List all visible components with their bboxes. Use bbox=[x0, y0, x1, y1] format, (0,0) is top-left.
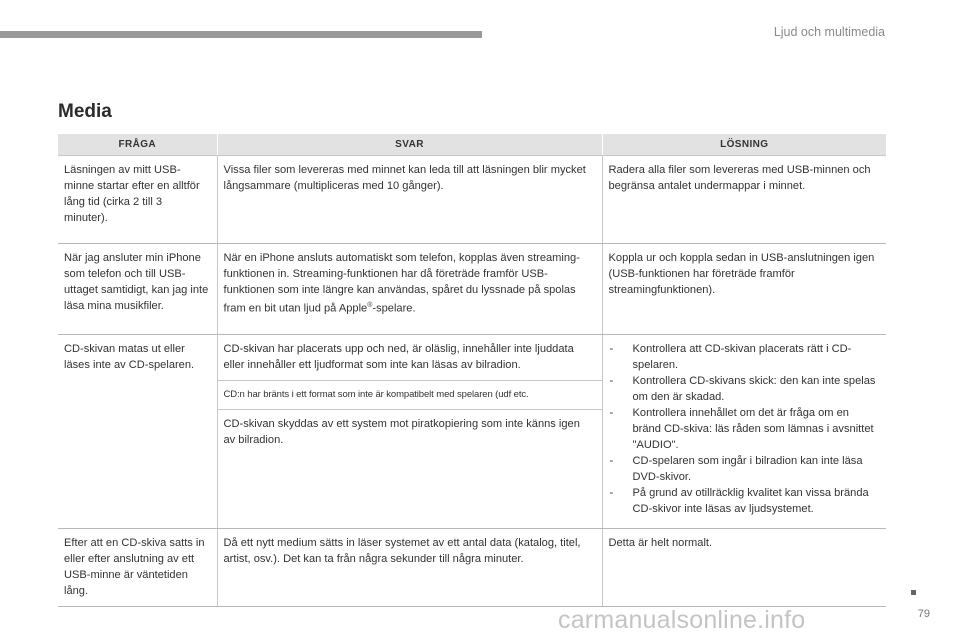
list-item bbox=[609, 485, 879, 517]
column-header-solution: LÖSNING bbox=[602, 134, 886, 156]
bullet-dash: - bbox=[609, 343, 614, 355]
bullet-dash: - bbox=[609, 455, 614, 467]
list-item bbox=[609, 405, 879, 453]
header-bar bbox=[0, 31, 482, 38]
answer-text: När en iPhone ansluts automatiskt som telefon, kopplas även streaming-funktionen in. Streaming-funktionen har då företräde framför USB-funktionen som inte längre kan användas, spåret du lyssnade på spolas fram en bit utan ljud på Apple bbox=[223, 252, 580, 315]
table-row bbox=[58, 156, 886, 244]
column-header-answer: SVAR bbox=[217, 134, 602, 156]
page-marker-square bbox=[911, 590, 916, 595]
list-item-text: Kontrollera CD-skivans skick: den kan inte spelas om den är skadad. bbox=[632, 375, 876, 403]
table-row bbox=[58, 529, 886, 607]
list-item-text: Kontrollera att CD-skivan placerats rätt i CD-spelaren. bbox=[632, 343, 852, 371]
table-header-row bbox=[58, 134, 886, 156]
section-header: Ljud och multimedia bbox=[773, 25, 885, 39]
answer-cell bbox=[217, 335, 602, 529]
list-item bbox=[609, 373, 879, 405]
answer-cell bbox=[217, 244, 602, 335]
solution-cell: Detta är helt normalt. bbox=[602, 529, 886, 607]
list-item-text: CD-spelaren som ingår i bilradion kan inte läsa DVD-skivor. bbox=[632, 455, 863, 483]
solution-list bbox=[609, 341, 879, 517]
list-item bbox=[609, 453, 879, 485]
watermark: carmanualsonline.info bbox=[558, 606, 806, 634]
question-cell: Läsningen av mitt USB-minne startar efter en alltför lång tid (cirka 2 till 3 minuter). bbox=[58, 156, 217, 244]
question-cell: När jag ansluter min iPhone som telefon och till USB-uttaget samtidigt, kan jag inte läsa mina musikfiler. bbox=[58, 244, 217, 335]
registered-mark: ® bbox=[367, 302, 373, 309]
answer-part: CD-skivan skyddas av ett system mot piratkopiering som inte känns igen av bilradion. bbox=[223, 418, 580, 446]
bullet-dash: - bbox=[609, 375, 614, 387]
answer-cell: Vissa filer som levereras med minnet kan leda till att läsningen blir mycket långsammare (multipliceras med 10 gånger). bbox=[217, 156, 602, 244]
question-cell: Efter att en CD-skiva satts in eller efter anslutning av ett USB-minne är väntetiden lång. bbox=[58, 529, 217, 607]
page-number: 79 bbox=[917, 608, 930, 620]
answer-part: CD-skivan har placerats upp och ned, är oläslig, innehåller inte ljuddata eller innehåller ett ljudformat som inte kan läsas av bilradion. bbox=[218, 335, 602, 381]
bullet-dash: - bbox=[609, 407, 614, 419]
list-item bbox=[609, 341, 879, 373]
table-row bbox=[58, 244, 886, 335]
answer-part: CD:n har bränts i ett format som inte är kompatibelt med spelaren (udf etc. bbox=[218, 381, 602, 410]
solution-cell: Radera alla filer som levereras med USB-minnen och begränsa antalet undermappar i minnet. bbox=[602, 156, 886, 244]
answer-text-end: -spelare. bbox=[372, 302, 416, 315]
column-header-question: FRÅGA bbox=[58, 134, 217, 156]
list-item-text: På grund av otillräcklig kvalitet kan vissa brända CD-skivor inte läsas av ljudsystemet. bbox=[632, 487, 869, 515]
list-item-text: Kontrollera innehållet om det är fråga om en bränd CD-skiva: läs råden som lämnas i avsnittet "AUDIO". bbox=[632, 407, 874, 451]
bullet-dash: - bbox=[609, 487, 614, 499]
question-cell: CD-skivan matas ut eller läses inte av CD-spelaren. bbox=[58, 335, 217, 529]
answer-cell: Då ett nytt medium sätts in läser systemet av ett antal data (katalog, titel, artist, osv.). Det kan ta från några sekunder till några minuter. bbox=[217, 529, 602, 607]
table-row bbox=[58, 335, 886, 529]
page-title: Media bbox=[58, 101, 112, 122]
solution-cell bbox=[602, 335, 886, 529]
solution-cell: Koppla ur och koppla sedan in USB-anslutningen igen (USB-funktionen har företräde framför streamingfunktionen). bbox=[602, 244, 886, 335]
faq-table bbox=[58, 134, 886, 607]
